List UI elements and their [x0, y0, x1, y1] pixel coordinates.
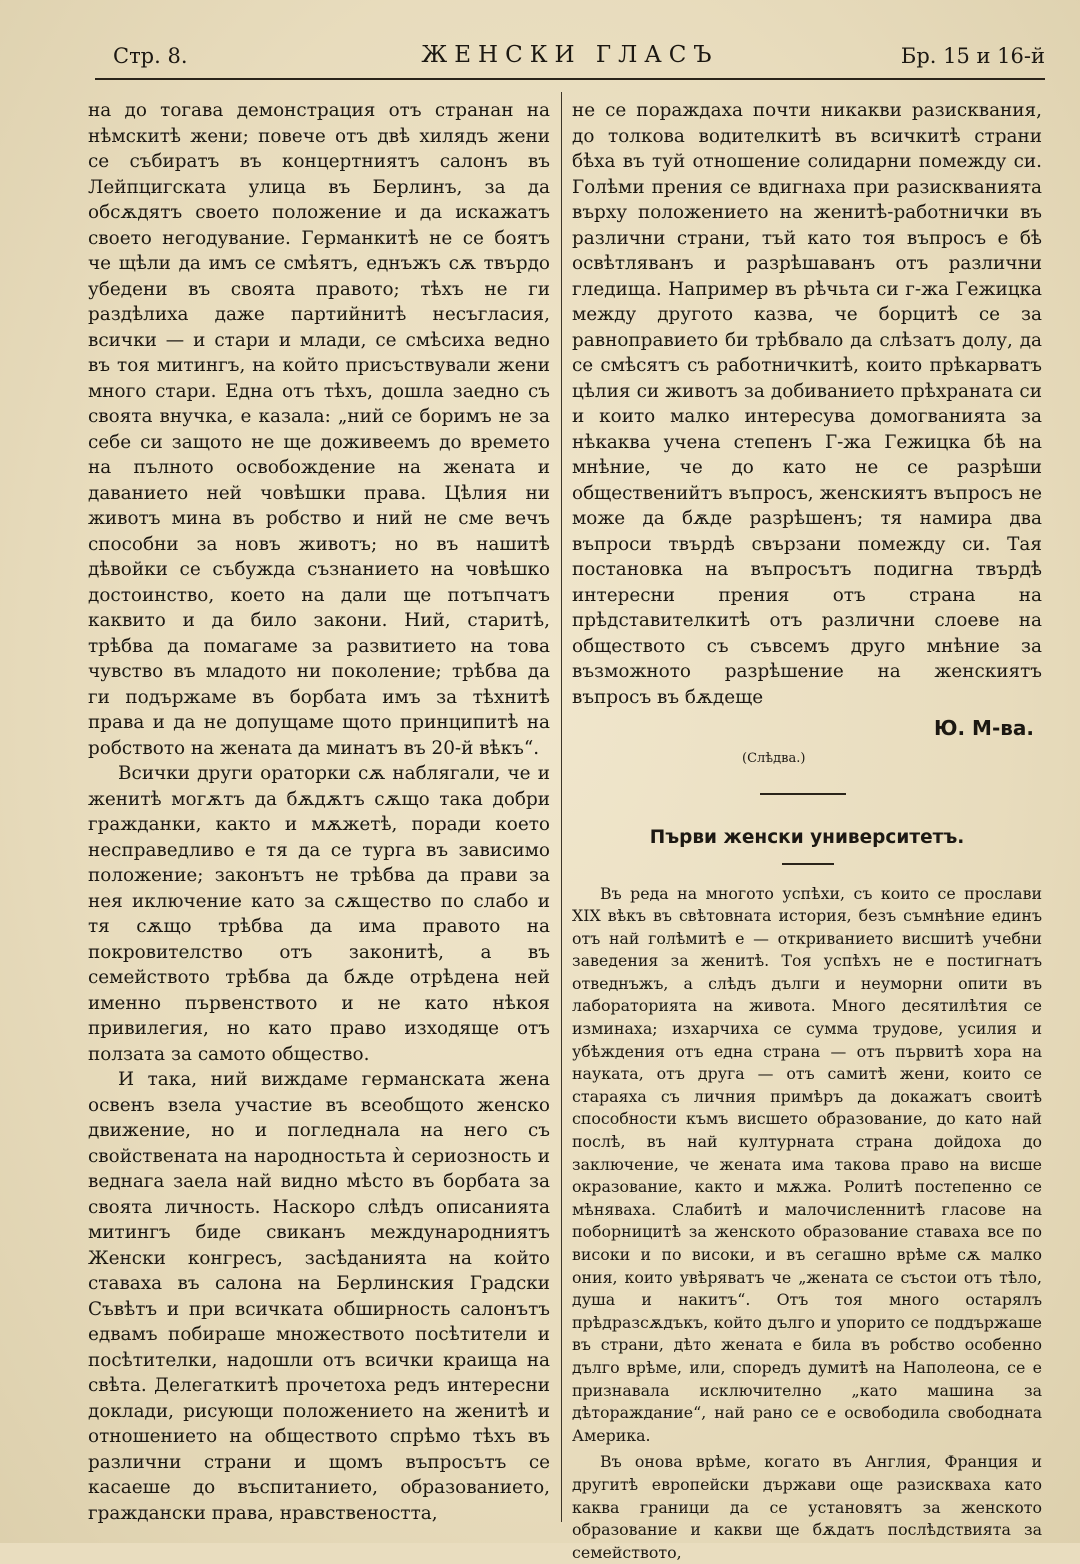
right-paragraph-1: не се пораждаха почти никакви разисквания, до толкова водителкитѣ въ всичкитѣ страни бѣха въ туй отношение солидарни помежду си. Голѣми прения се вдигнаха при разискванията върху положението на женитѣ-работнички въ различни страни, тъй като тоя въпросъ е бѣ освѣтляванъ и разрѣшаванъ отъ различни гледища. Например въ рѣчьта си г-жа Гежицка между другото казва, че борцитѣ се за равноправието би трѣбвало да слѣзатъ долу, да се смѣсятъ съ работничкитѣ, които прѣкарватъ цѣлия си животъ за добиванието прѣхраната си и които малко интересува домогванията за нѣкаква учена степенъ Г-жа Гежицка бѣ на мнѣние, че до като не се разрѣши общественийтъ въпросъ, женскиятъ въпросъ не може да бѫде разрѣшенъ; тя намира два въпроси твърдѣ свързани помежду си. Тая постановка на въпросътъ подигна твърдѣ интересни прения отъ страна на прѣдставителкитѣ отъ различни слоеве на обществото съ съвсемъ друго мнѣние за възможното разрѣшение на женскиятъ въпросъ въ бѫдеще: [572, 98, 1042, 710]
issue-number: Бр. 15 и 16-й: [901, 44, 1045, 68]
to-be-continued-note: (Слѣдва.): [742, 746, 1042, 772]
page-number-label: Стр. 8.: [113, 44, 188, 68]
left-column: [88, 98, 550, 1526]
title-underline: [782, 863, 834, 865]
left-paragraph-3: И така, ний виждаме германската жена освенъ взела участие въ всеобщото женско движение, но и погледнала на него съ свойствената на народностьта ѝ сериозность и веднага заела най видно мѣсто въ борбата за своята личность. Наскоро слѣдъ описанията митингъ биде свиканъ международниятъ Женски конгресъ, засѣданията на който ставаха въ салона на Берлинския Градски Съвѣтъ и при всичката обширность салонътъ едвамъ побираше множеството посѣтители и посѣтителки, надошли отъ всички краища на свѣта. Делегаткитѣ прочетоха редъ интересни доклади, рисующи положението на женитѣ и отношението на обществото спрѣмо тѣхъ въ различни страни и щомъ въпросътъ се касаеше до въспитанието, образованието, граждански права, нравствеността,: [88, 1067, 550, 1526]
newspaper-title: ЖЕНСКИ ГЛАСЪ: [95, 42, 1045, 68]
section-separator: [760, 793, 846, 795]
right-column: [572, 98, 1042, 1564]
author-signature: Ю. М-ва.: [572, 716, 1034, 742]
article-paragraph-1: Въ реда на многото успѣхи, съ които се прослави XIX вѣкъ въ свѣтовната история, безъ съмнѣние единъ отъ най голѣмитѣ е — откриванието висшитѣ учебни заведения за женитѣ. Тоя успѣхъ не е постигнатъ отведнъжъ, а слѣдъ дълги и неуморни опити въ лабораторията на живота. Много десятилѣтия се изминаха; изхарчиха се сумма трудове, усилия и убѣждения отъ една страна — отъ първитѣ хора на науката, отъ друга — отъ самитѣ жени, които се стараяха съ личния примѣръ да докажатъ своитѣ способности къмъ висшето образование, до като най послѣ, въ най културната страна дойдоха до заключение, че жената има такова право на висше окразование, както и мѫжа. Ролитѣ постепенно се мѣняваха. Слабитѣ и малочисленнитѣ гласове на поборницитѣ за женското образование ставаха все по високи и по високи, и въ сегашно врѣме сѫ малко ония, които увѣряватъ че „жената се състои отъ тѣло, душа и накитъ“. Отъ тоя много остарялъ прѣдразсѫдъкъ, който дълго и упорито се поддържаше въ страни, дѣто жената е била въ робство особенно дълго врѣме, или, споредъ думитѣ на Наполеона, се е признавала исключително „като машина за дѣтораждание“, най рано се е освободила свободната Америка.: [572, 883, 1042, 1448]
article-paragraph-2: Въ онова врѣме, когато въ Англия, Франция и другитѣ европейски държави още разискваха като каква граници да се установятъ за женското образование и какви ще бѫдатъ послѣдствията за семейството,: [572, 1451, 1042, 1564]
article-title: Първи женски университетъ.: [572, 825, 1042, 851]
article-body: [572, 883, 1042, 1564]
left-paragraph-2: Всички други ораторки сѫ наблягали, че и женитѣ могѫтъ да бѫдѫтъ сѫщо така добри гражданки, както и мѫжетѣ, поради което несправедливо е тя да се турга въ зависимо положение; законътъ не трѣбва да прави за нея иключение като за сѫщество по слабо и тя сѫщо трѣбва да има правото на покровителство отъ законитѣ, а въ семейството трѣбва да бѫде отрѣдена ней именно първенството и не като нѣкоя привилегия, но като право изходяще отъ ползата за самото общество.: [88, 761, 550, 1067]
column-divider: [561, 92, 562, 1522]
left-paragraph-1: на до тогава демонстрация отъ странан на нѣмскитѣ жени; повече отъ двѣ хилядъ жени се събиратъ въ концертниятъ салонъ въ Лейпцигската улица въ Берлинъ, за да обсѫдятъ своето положение и да искажатъ своето негодувание. Германкитѣ не се боятъ че щѣли да имъ се смѣятъ, еднъжъ сѫ твърдо убедени въ своята правото; тѣхъ не ги раздѣлиха даже партийнитѣ несъгласия, всички — и стари и млади, се смѣсиха ведно въ тоя митингъ, на който присъствували жени много стари. Една отъ тѣхъ, дошла заедно съ своята внучка, е казала: „ний се боримъ не за себе си защото не ще доживеемъ до времето на пълното освобождение на жената и даванието ней човѣшки права. Цѣлия ни животъ мина въ робство и ний не сме вечъ способни за новъ животъ; но въ нашитѣ дѣвойки се събужда съзнанието на човѣшко достоинство, което на дали ще потъпчатъ каквито и да било закони. Ний, старитѣ, трѣбва да помагаме за развитието на това чувство въ младото ни поколение; трѣбва да ги подържаме въ борбата имъ за тѣхнитѣ права и да не допущаме щото принципитѣ на робството на жената да минатъ въ 20-й вѣкъ“.: [88, 98, 550, 761]
page-header: [95, 36, 1045, 76]
header-rule: [95, 78, 1045, 80]
